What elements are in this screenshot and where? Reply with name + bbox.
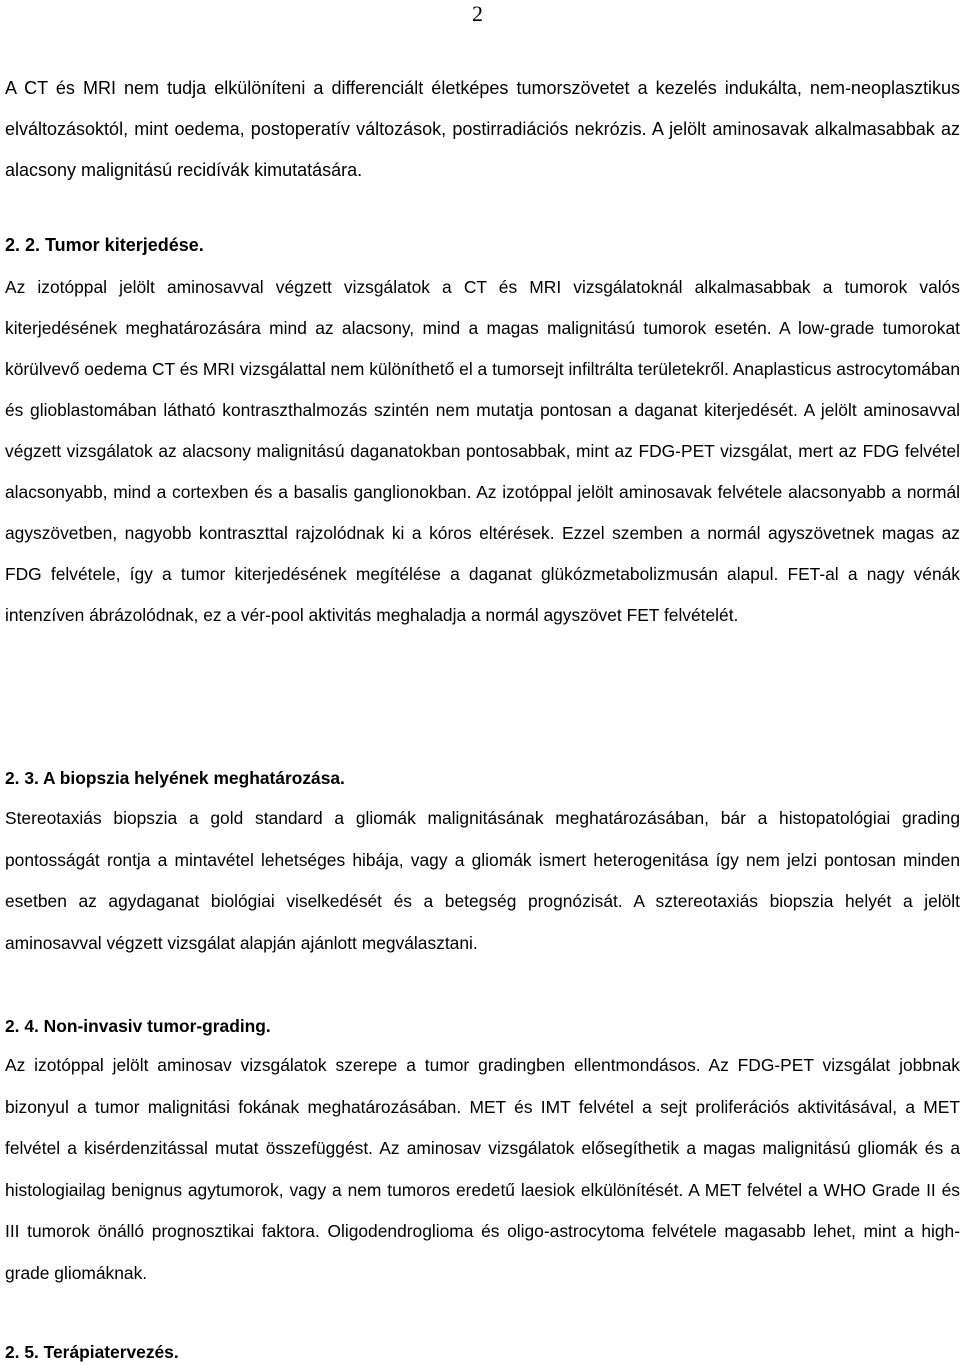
intro-paragraph xyxy=(5,68,960,191)
section-body-tumor-grading xyxy=(5,1045,960,1294)
page-number: 2 xyxy=(472,1,483,26)
intro-text: A CT és MRI nem tudja elkülöníteni a differenciált életképes tumorszövetet a kezelés indukálta, nem-neoplasztikus elváltozásoktól, mint oedema, postoperatív változások, postirradiációs nekrózis. A jelölt aminosavak alkalmasabbak az alacsony malignitású recidívák kimutatására. xyxy=(5,78,960,180)
paragraph-text: Az izotóppal jelölt aminosavval végzett vizsgálatok a CT és MRI vizsgálatoknál alkalmasabbak a tumorok valós kiterjedésének meghatározására mind az alacsony, mind a magas malignitású tumorok esetén. A low-grade tumorokat körülvevő oedema CT és MRI vizsgálattal nem különíthető el a tumorsejt infiltrálta területekről. Anaplasticus astrocytomában és glioblastomában látható kontraszthalmozás szintén nem mutatja pontosan a daganat kiterjedését. A jelölt aminosavval végzett vizsgálatok az alacsony malignitású daganatokban pontosabbak, mint az FDG-PET vizsgálat, mert az FDG felvétel alacsonyabb, mind a cortexben és a basalis ganglionokban. Az izotóppal jelölt aminosavak felvétele alacsonyabb a normál agyszövetben, nagyobb kontraszttal rajzolódnak ki a kóros eltérések. Ezzel szemben a normál agyszövetnek magas az FDG felvétele, így a tumor kiterjedésének megítélése a daganat glükózmetabolizmusán alapul. FET-al a nagy vénák intenzíven ábrázolódnak, ez a vér-pool aktivitás meghaladja a normál agyszövet FET felvételét. xyxy=(5,277,960,625)
section-body-tumor-extent xyxy=(5,267,960,636)
section-heading-tumor-extent: 2. 2. Tumor kiterjedése. xyxy=(5,235,204,255)
paragraph-text: Az izotóppal jelölt aminosav vizsgálatok szerepe a tumor gradingben ellentmondásos. Az FDG-PET vizsgálat jobbnak bizonyul a tumor malignitási fokának meghatározásában. MET és IMT felvétel a sejt proliferációs aktivitásával, a MET felvétel a kisérdenzitással mutat összefüggést. Az aminosav vizsgálatok elősegíthetik a magas malignitású gliomák és a histologiailag benignus agytumorok, vagy a nem tumoros eredetű laesiok elkülönítését. A MET felvétel a WHO Grade II és III tumorok önálló prognosztikai faktora. Oligodendroglioma és oligo-astrocytoma felvétele magasabb lehet, mint a high-grade gliomáknak. xyxy=(5,1055,960,1283)
section-heading-biopsy-site: 2. 3. A biopszia helyének meghatározása. xyxy=(5,768,345,788)
section-heading-tumor-grading: 2. 4. Non-invasiv tumor-grading. xyxy=(5,1016,271,1036)
section-heading-therapy-planning: 2. 5. Terápiatervezés. xyxy=(5,1342,179,1362)
paragraph-text: Stereotaxiás biopszia a gold standard a gliomák malignitásának meghatározásában, bár a histopatológiai grading pontosságát rontja a mintavétel lehetséges hibája, vagy a gliomák ismert heterogenitása így nem jelzi pontosan minden esetben az agydaganat biológiai viselkedését és a betegség prognózisát. A sztereotaxiás biopszia helyét a jelölt aminosavval végzett vizsgálat alapján ajánlott megválasztani. xyxy=(5,808,960,953)
section-body-biopsy-site xyxy=(5,798,960,964)
